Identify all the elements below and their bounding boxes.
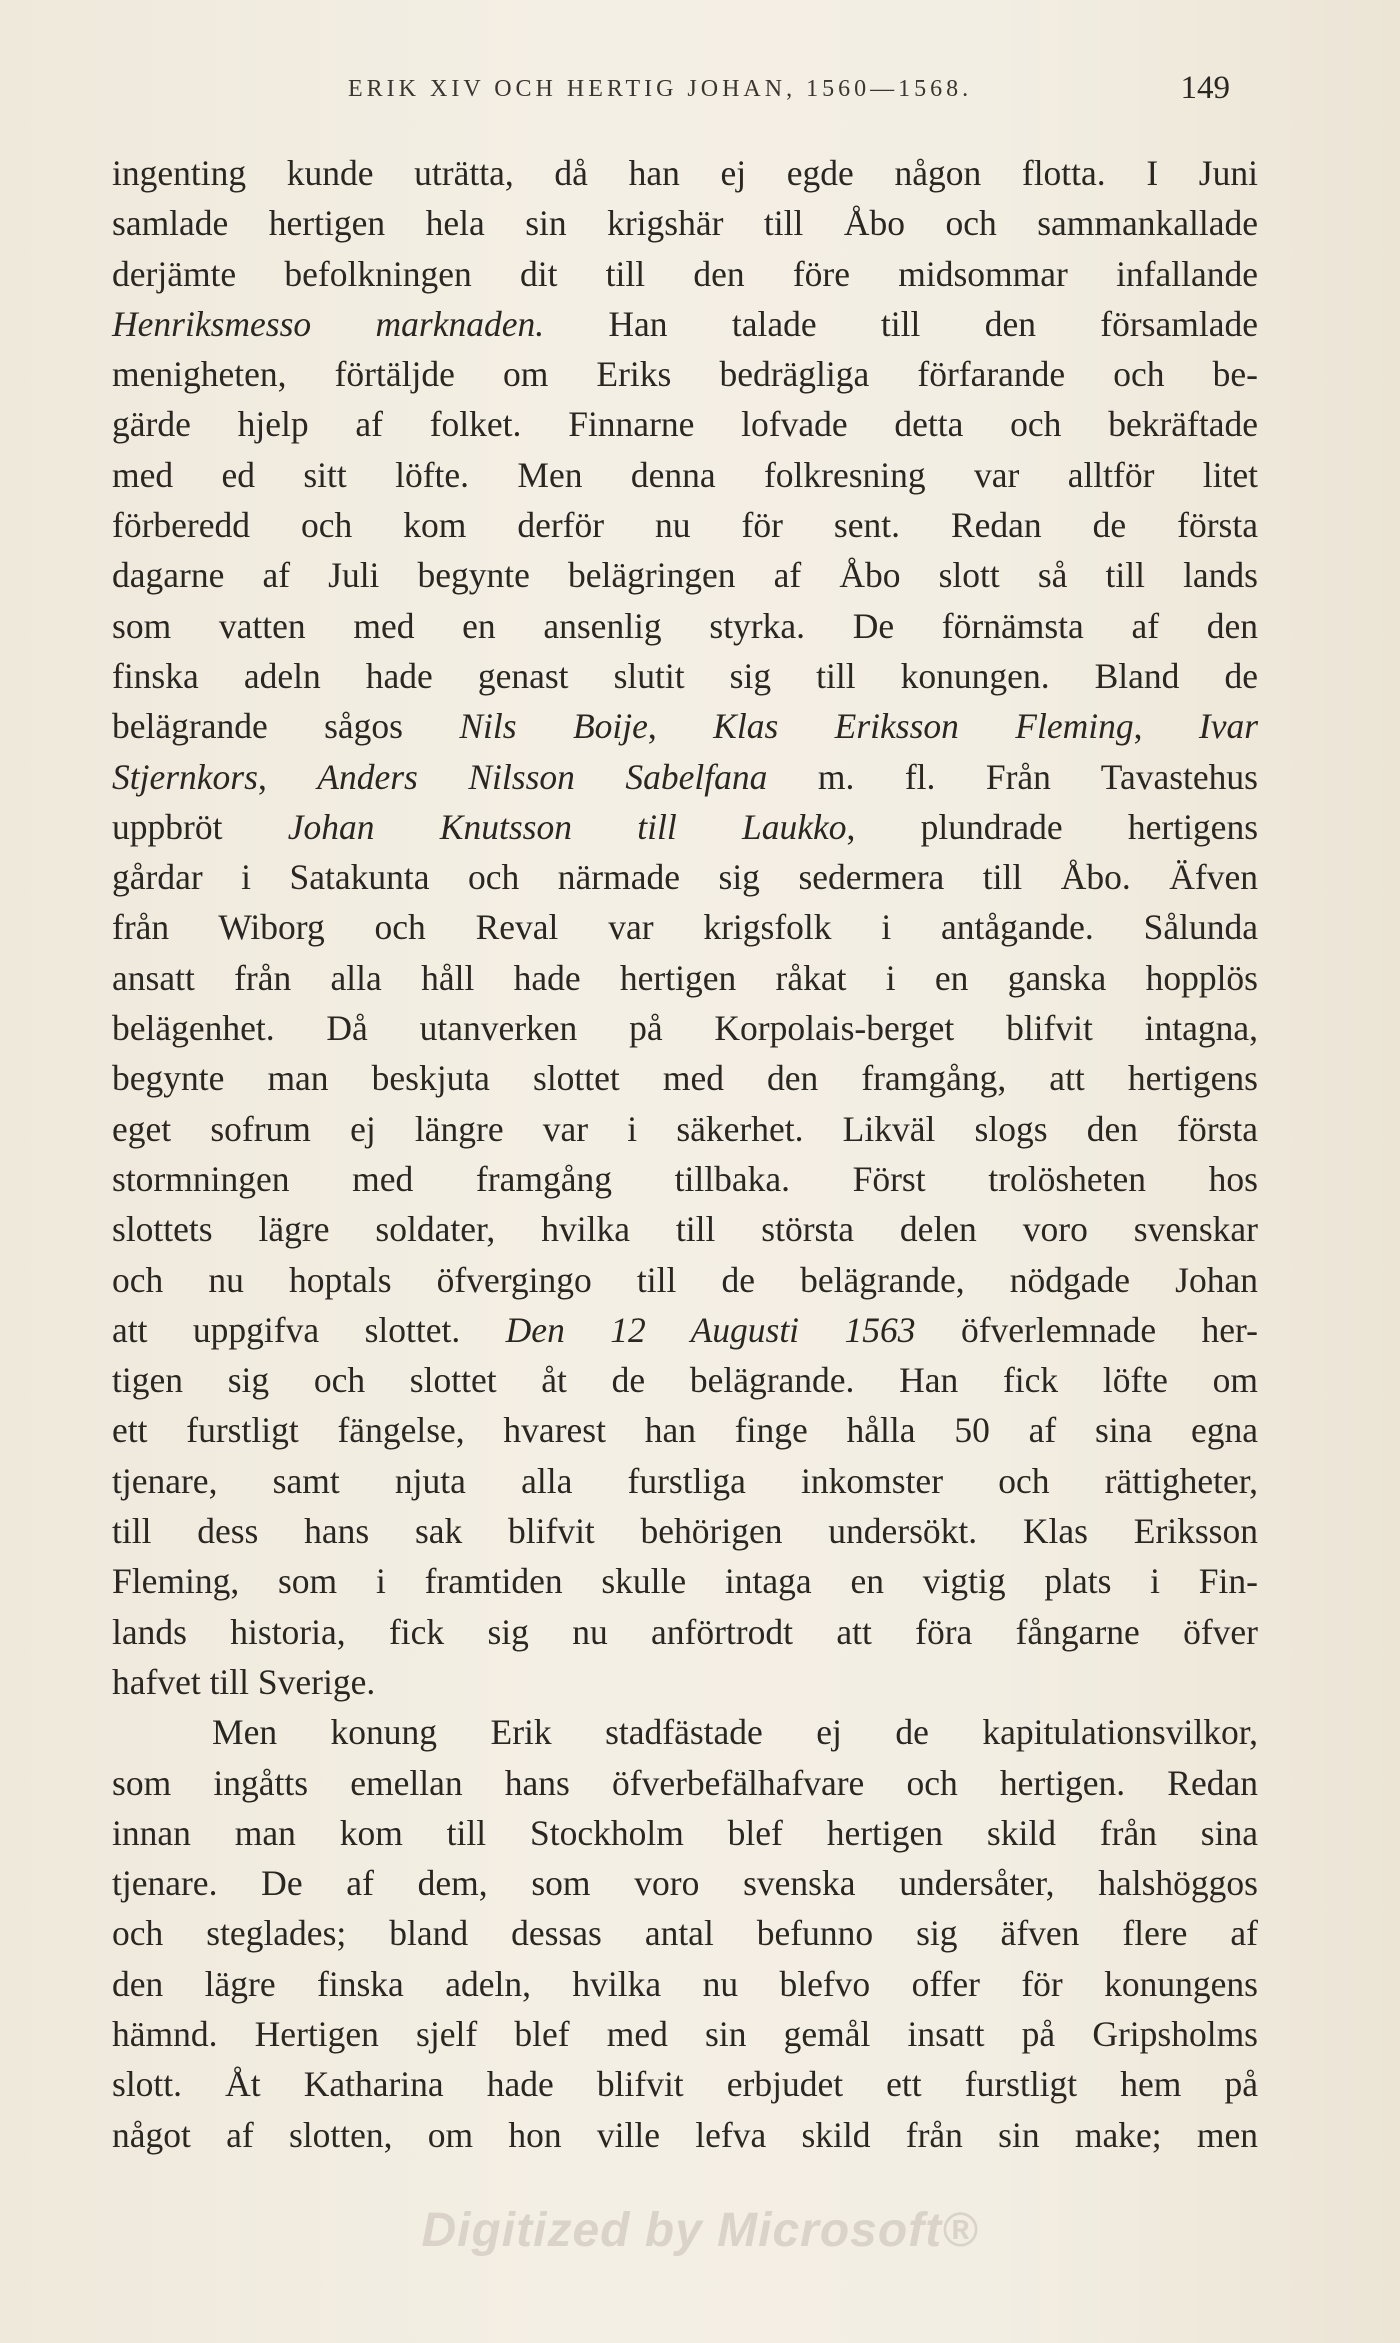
text-line	[112, 1003, 1258, 1053]
text-segment: tjenare. De af dem, som voro svenska undersåter, halshöggos	[112, 1863, 1258, 1904]
text-segment: begynte man beskjuta slottet med den framgång, att hertigens	[112, 1058, 1258, 1099]
text-line	[112, 601, 1258, 651]
text-segment: ingenting kunde uträtta, då han ej egde någon flotta. I Juni	[112, 153, 1258, 193]
text-line	[112, 953, 1258, 1003]
text-segment: öfverlemnade her-	[915, 1309, 1258, 1350]
text-line	[112, 349, 1258, 399]
text-segment: som ingåtts emellan hans öfverbefälhafvare och hertigen. Redan	[112, 1762, 1258, 1803]
text-segment: ,	[647, 706, 714, 747]
text-line	[112, 1858, 1258, 1908]
text-segment: samlade hertigen hela sin krigshär till Åbo och sammankallade	[112, 203, 1258, 244]
text-line	[112, 1607, 1258, 1657]
text-segment: Men konung Erik stadfästade ej de kapitulationsvilkor,	[212, 1712, 1258, 1753]
italic-phrase: Klas Eriksson Fleming	[713, 706, 1134, 747]
paragraph	[112, 1707, 1258, 2160]
text-line	[112, 198, 1258, 248]
page-number: 149	[1180, 70, 1230, 106]
text-segment: derjämte befolkningen dit till den före midsommar infallande	[112, 253, 1258, 294]
text-segment: tjenare, samt njuta alla furstliga inkomster och rättigheter,	[112, 1460, 1258, 1501]
text-segment: slottets lägre soldater, hvilka till största delen voro svenskar	[112, 1209, 1258, 1250]
body-text	[112, 148, 1258, 2160]
text-segment: ,	[1133, 706, 1199, 747]
text-segment: tigen sig och slottet åt de belägrande. Han fick löfte om	[112, 1360, 1258, 1401]
text-segment: ansatt från alla håll hade hertigen råkat i en ganska hopplös	[112, 957, 1258, 998]
text-segment: hämnd. Hertigen sjelf blef med sin gemål insatt på Gripsholms	[112, 2013, 1258, 2054]
italic-phrase: Nils Boije	[459, 706, 648, 747]
text-segment: belägenhet. Då utanverken på Korpolais-berget blifvit intagna,	[112, 1008, 1258, 1049]
text-segment: och nu hoptals öfvergingo till de belägrande, nödgade Johan	[112, 1259, 1258, 1300]
text-line	[112, 1053, 1258, 1103]
text-segment: den lägre finska adeln, hvilka nu blefvo offer för konungens	[112, 1963, 1258, 2004]
running-head	[112, 70, 1230, 114]
text-segment: slott. Åt Katharina hade blifvit erbjudet ett furstligt hem på	[112, 2064, 1258, 2105]
text-line	[112, 1707, 1258, 1757]
text-segment: , plundrade hertigens	[846, 806, 1259, 847]
text-line	[112, 752, 1258, 802]
italic-phrase: Henriksmesso marknaden.	[112, 303, 545, 344]
text-line	[112, 1104, 1258, 1154]
running-title: ERIK XIV OCH HERTIG JOHAN, 1560—1568.	[348, 76, 973, 102]
text-segment: dagarne af Juli begynte belägringen af Åbo slott så till lands	[112, 555, 1258, 596]
text-line	[112, 1556, 1258, 1606]
text-segment: innan man kom till Stockholm blef hertigen skild från sina	[112, 1812, 1258, 1853]
text-line	[112, 651, 1258, 701]
text-segment: med ed sitt löfte. Men denna folkresning var alltför litet	[112, 454, 1258, 495]
text-line	[112, 1456, 1258, 1506]
text-segment: eget sofrum ej längre var i säkerhet. Likväl slogs den första	[112, 1108, 1258, 1149]
text-segment: ,	[257, 756, 318, 797]
text-line	[112, 1355, 1258, 1405]
text-segment: gärde hjelp af folket. Finnarne lofvade detta och bekräftade	[112, 404, 1258, 445]
text-line	[112, 2009, 1258, 2059]
text-line	[112, 1959, 1258, 2009]
text-segment: från Wiborg och Reval var krigsfolk i antågande. Sålunda	[112, 907, 1258, 948]
text-line	[112, 2110, 1258, 2160]
text-line	[112, 1657, 1258, 1707]
text-segment: stormningen med framgång tillbaka. Först trolösheten hos	[112, 1158, 1258, 1199]
text-segment: något af slotten, om hon ville lefva skild från sin make; men	[112, 2114, 1258, 2155]
text-segment: menigheten, förtäljde om Eriks bedrägliga förfarande och be-	[112, 354, 1258, 395]
text-segment: till dess hans sak blifvit behörigen undersökt. Klas Eriksson	[112, 1511, 1258, 1552]
text-segment: finska adeln hade genast slutit sig till konungen. Bland de	[112, 655, 1258, 696]
italic-phrase: Stjernkors	[112, 756, 258, 797]
text-line	[112, 1758, 1258, 1808]
text-segment: gårdar i Satakunta och närmade sig sedermera till Åbo. Äfven	[112, 857, 1258, 898]
text-segment: förberedd och kom derför nu för sent. Redan de första	[112, 505, 1258, 546]
text-segment: belägrande sågos	[112, 706, 460, 747]
text-segment: m. fl. Från Tavastehus	[767, 756, 1258, 797]
text-line	[112, 802, 1258, 852]
text-line	[112, 148, 1258, 198]
text-line	[112, 1204, 1258, 1254]
text-line	[112, 1908, 1258, 1958]
text-line	[112, 1154, 1258, 1204]
text-segment: hafvet till Sverige.	[112, 1661, 376, 1702]
text-line	[112, 1808, 1258, 1858]
text-segment: att uppgifva slottet.	[112, 1309, 506, 1350]
text-line	[112, 1305, 1258, 1355]
italic-phrase: Anders Nilsson Sabelfana	[317, 756, 768, 797]
text-segment: Fleming, som i framtiden skulle intaga en vigtig plats i Fin-	[112, 1561, 1258, 1602]
text-segment: lands historia, fick sig nu anförtrodt att föra fångarne öfver	[112, 1611, 1258, 1652]
italic-phrase: Den 12 Augusti 1563	[505, 1309, 916, 1350]
text-line	[112, 399, 1258, 449]
italic-phrase: Johan Knutsson till Laukko	[287, 806, 847, 847]
text-segment: Han talade till den församlade	[544, 303, 1258, 344]
paragraph	[112, 148, 1258, 1707]
text-line	[112, 902, 1258, 952]
text-segment: uppbröt	[112, 806, 288, 847]
text-line	[112, 1255, 1258, 1305]
text-line	[112, 249, 1258, 299]
digitization-watermark: Digitized by Microsoft®	[421, 2204, 979, 2257]
text-segment: och steglades; bland dessas antal befunno sig äfven flere af	[112, 1913, 1258, 1954]
italic-phrase: Ivar	[1198, 706, 1259, 747]
text-line	[112, 1506, 1258, 1556]
text-segment: som vatten med en ansenlig styrka. De förnämsta af den	[112, 605, 1258, 646]
text-line	[112, 299, 1258, 349]
text-line	[112, 852, 1258, 902]
text-segment: ett furstligt fängelse, hvarest han finge hålla 50 af sina egna	[112, 1410, 1258, 1451]
text-line	[112, 450, 1258, 500]
text-line	[112, 2059, 1258, 2109]
text-line	[112, 550, 1258, 600]
text-line	[112, 1405, 1258, 1455]
text-line	[112, 500, 1258, 550]
text-line	[112, 701, 1258, 751]
